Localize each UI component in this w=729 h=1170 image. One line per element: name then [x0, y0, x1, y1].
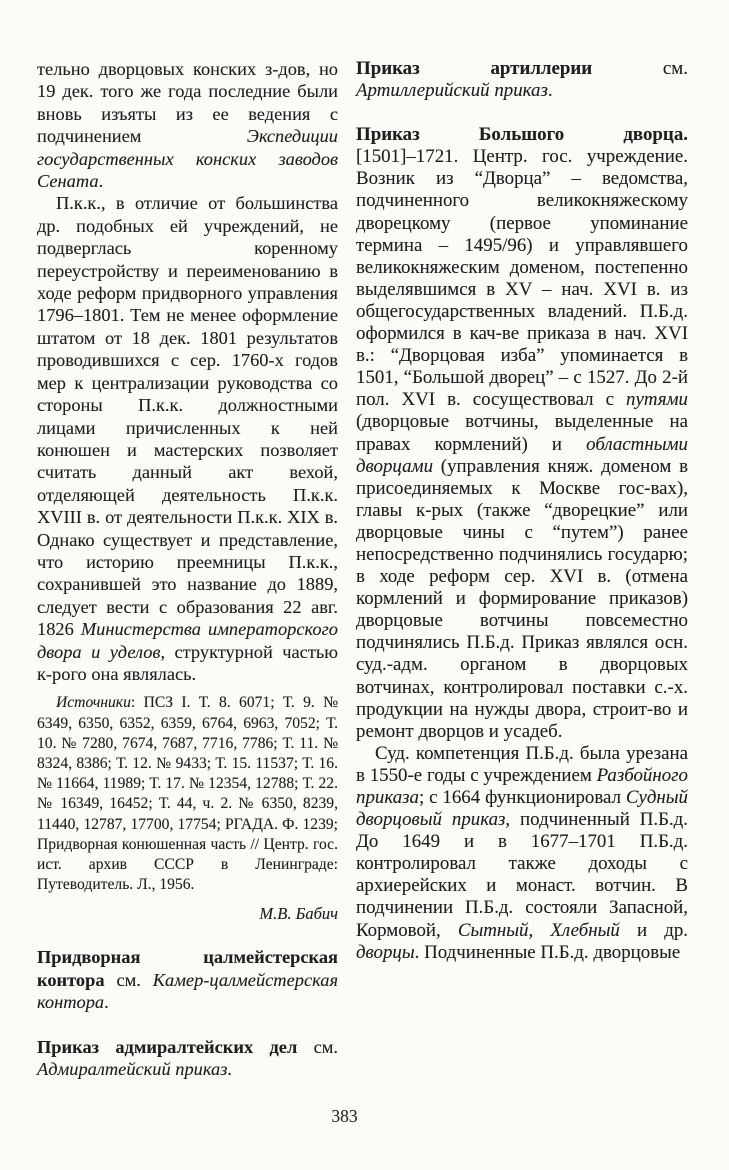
- text-run: .: [98, 171, 104, 192]
- text-run: Сытный, Хлебный: [457, 919, 620, 941]
- text-run: Разбойного приказа: [356, 764, 688, 808]
- text-run: , подчиненный П.Б.д. До 1649 и в 1677–1701 П.Б.д. контролировал также доходы с архиерейских и монаст. вотчин. В подчинении П.Б.д. состояли Запасной, Кормовой,: [356, 809, 688, 941]
- text-run: Судный дворцовый приказ: [356, 787, 688, 831]
- text-run: Приказ адмиралтейских дел: [37, 1036, 298, 1057]
- text-run: см.: [592, 58, 688, 79]
- sources-paragraph: [37, 693, 338, 895]
- entry-prikaz-bolshogo-dvortsa-paragraph-2: [356, 743, 688, 964]
- right-column: [356, 58, 688, 964]
- text-run: Адмиралтейский приказ: [37, 1059, 228, 1080]
- text-run: Придворная цалмейстерская контора: [37, 947, 338, 990]
- text-run: , структурной частью к-рого она являлась.: [37, 641, 338, 684]
- text-run: см.: [297, 1036, 338, 1057]
- text-run: и др.: [619, 919, 688, 941]
- text-run: Приказ артиллерии: [356, 58, 593, 79]
- text-run: [1501]–1721. Центр. гос. учреждение. Возник из “Дворца” – ведомства, подчиненного великокняжескому дворецкому (первое упоминание термина – 1495/96) и управлявшего великокняжеским доменом, постепенно выделявшимся в XV – нач. XVI в. из общегосударственных владений. П.Б.д. оформился в кач-ве приказа в нач. XVI в.: “Дворцовая изба” упоминается в 1501, “Большой дворец” – с 1527. До 2-й пол. XVI в. сосуществовал с: [356, 146, 688, 411]
- entry-prikaz-bolshogo-dvortsa-headword: [356, 124, 688, 146]
- text-run: (управления княж. доменом в присоединяемых к Москве гос-вах), главы к-рых (также “дворецкие” или дворцовые чины с “путем”) ранее непосредственно подчинялись государю; в ходе реформ сер. XVI в. (отмена кормлений и формирование приказов) дворцовые вотчины повсеместно подчинялись П.Б.д. Приказ являлся осн. суд.-адм. органом в дворцовых вотчинах, контролировал поставки с.-х. продукции на нужды двора, строит-во и ремонт дворцов и усадеб.: [356, 455, 688, 742]
- text-run: Камер-цалмейстерская контора: [37, 969, 338, 1013]
- text-run: Источники: [56, 694, 131, 712]
- text-run: тельно дворцовых конских з-дов, но 19 дек. того же года последние были вновь изъяты из ее ведения с подчинением: [37, 59, 338, 147]
- page-number: 383: [331, 1106, 358, 1126]
- text-run: Суд. компетенция П.Б.д. была урезана в 1550-е годы с учреждением: [356, 742, 688, 786]
- text-run: дворцы: [356, 941, 415, 963]
- author-signature: М.В. Бабич: [259, 904, 338, 924]
- left-column: [37, 58, 338, 1080]
- text-run: .: [104, 992, 109, 1013]
- text-run: ; с 1664 функционировал: [418, 787, 626, 808]
- text-run: путями: [626, 389, 688, 411]
- text-run: Приказ Большого дворца.: [356, 124, 688, 146]
- text-run: Экспедиции государственных конских заводов Сената: [37, 126, 338, 192]
- entry-pridvornaya-tsalmeysterskaya-kontora: [37, 946, 338, 1013]
- text-run: : ПСЗ I. Т. 8. 6071; Т. 9. № 6349, 6350, 6352, 6359, 6764, 6963, 7052; Т. 10. № 7280, 7674, 7687, 7716, 7786; Т. 11. № 8324, 8386; Т. 12. № 9433; Т. 15. 11537; Т. 16. № 11664, 11989; Т. 17. № 12354, 12788; Т. 22. № 16349, 16452; Т. 44, ч. 2. № 6350, 8239, 11440, 12787, 17700, 17754; РГАДА. Ф. 1239; Придворная конюшенная часть // Центр. гос. ист. архив СССР в Ленинграде: Путеводитель. Л., 1956.: [37, 694, 338, 894]
- entry-prikaz-bolshogo-dvortsa-paragraph-1: [356, 146, 688, 743]
- text-run: .: [227, 1059, 232, 1080]
- text-run: . Подчиненные П.Б.д. дворцовые: [414, 941, 681, 963]
- text-run: см.: [104, 969, 153, 990]
- entry-prikaz-artillerii: [356, 58, 688, 102]
- main-paragraph: [37, 192, 338, 685]
- text-run: областными дворцами: [356, 433, 688, 477]
- text-run: .: [547, 80, 553, 102]
- entry-prikaz-admiralteyskikh-del: [37, 1036, 338, 1081]
- text-run: (дворцовые вотчины, выделенные на правах кормлений) и: [356, 411, 688, 455]
- text-run: П.к.к., в отличие от большинства др. подобных ей учреждений, не подверглась коренному переустройству и переименованию в ходе реформ придворного управления 1796–1801. Тем не менее оформление штатом от 18 дек. 1801 результатов проводившихся с сер. 1760-х годов мер к централизации руководства со стороны П.к.к. должностными лицами причисленных к ней конюшен и мастерских позволяет считать данный акт вехой, отделяющей деятельность П.к.к. XVIII в. от деятельности П.к.к. XIX в. Однако существует и представление, что историю преемницы П.к.к., сохранившей это название до 1889, следует вести с образования 22 авг. 1826: [37, 193, 338, 640]
- text-run: Министерства императорского двора и уделов: [37, 619, 338, 662]
- continuation-paragraph: [37, 58, 338, 192]
- text-run: Артиллерийский приказ: [356, 80, 548, 102]
